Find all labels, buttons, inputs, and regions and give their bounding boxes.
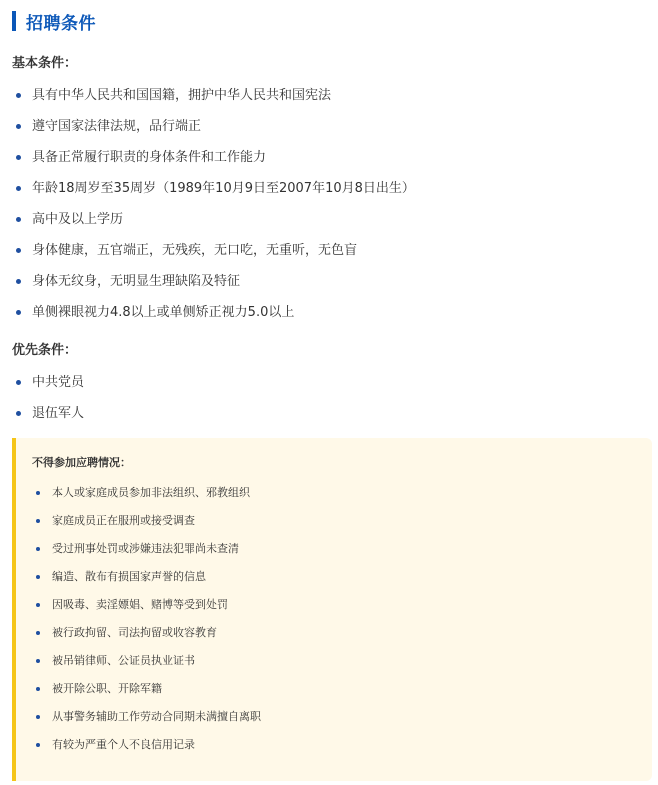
bullet-icon (36, 743, 40, 747)
list-item-text: 身体无纹身，无明显生理缺陷及特征 (32, 274, 241, 289)
bullet-icon (16, 186, 21, 191)
list-item (16, 179, 415, 210)
list-item (36, 624, 261, 652)
list-item (16, 272, 415, 303)
list-item-text: 家庭成员正在服刑或接受调查 (52, 514, 195, 527)
bullet-icon (16, 217, 21, 222)
bullet-icon (16, 124, 21, 129)
list-item (36, 540, 261, 568)
list-item (16, 148, 415, 179)
priority-conditions-heading: 优先条件： (12, 343, 78, 358)
list-item (16, 373, 84, 404)
bullet-icon (16, 380, 21, 385)
basic-conditions-heading: 基本条件： (12, 56, 78, 71)
bullet-icon (36, 603, 40, 607)
list-item-text: 具备正常履行职责的身体条件和工作能力 (32, 150, 267, 165)
list-item-text: 身体健康，五官端正，无残疾，无口吃，无重听，无色盲 (32, 243, 358, 258)
list-item (16, 210, 415, 241)
list-item (36, 652, 261, 680)
priority-conditions-list (16, 373, 84, 435)
list-item-text: 单侧裸眼视力4.8以上或单侧矫正视力5.0以上 (32, 305, 295, 320)
list-item-text: 年龄18周岁至35周岁（1989年10月9日至2007年10月8日出生） (32, 181, 415, 196)
list-item (36, 736, 261, 764)
list-item-text: 有较为严重个人不良信用记录 (52, 738, 195, 751)
section-heading (12, 9, 96, 33)
list-item-text: 因吸毒、卖淫嫖娼、赌博等受到处罚 (52, 598, 228, 611)
bullet-icon (36, 659, 40, 663)
list-item-text: 被开除公职、开除军籍 (52, 682, 162, 695)
list-item-text: 退伍军人 (32, 406, 85, 421)
bullet-icon (16, 411, 21, 416)
list-item (36, 596, 261, 624)
bullet-icon (36, 519, 40, 523)
list-item (36, 708, 261, 736)
list-item (16, 303, 415, 334)
list-item (16, 241, 415, 272)
list-item (16, 117, 415, 148)
page-title: 招聘条件 (26, 13, 96, 34)
list-item-text: 从事警务辅助工作劳动合同期未满擅自离职 (52, 710, 261, 723)
list-item-text: 遵守国家法律法规，品行端正 (32, 119, 202, 134)
bullet-icon (36, 687, 40, 691)
list-item-text: 受过刑事处罚或涉嫌违法犯罪尚未查清 (52, 542, 239, 555)
basic-conditions-list (16, 86, 415, 334)
disqualification-notice-box (12, 438, 652, 781)
list-item-text: 编造、散布有损国家声誉的信息 (52, 570, 206, 583)
bullet-icon (16, 279, 21, 284)
list-item (36, 512, 261, 540)
bullet-icon (36, 491, 40, 495)
bullet-icon (16, 310, 21, 315)
list-item (16, 404, 84, 435)
list-item (36, 568, 261, 596)
bullet-icon (16, 93, 21, 98)
bullet-icon (36, 575, 40, 579)
list-item-text: 被行政拘留、司法拘留或收容教育 (52, 626, 217, 639)
bullet-icon (36, 547, 40, 551)
disqualification-list (36, 484, 261, 764)
bullet-icon (16, 248, 21, 253)
notice-heading: 不得参加应聘情况： (32, 456, 131, 469)
list-item (16, 86, 415, 117)
heading-accent-bar (12, 11, 16, 31)
list-item (36, 484, 261, 512)
list-item-text: 高中及以上学历 (32, 212, 124, 227)
list-item-text: 中共党员 (32, 375, 85, 390)
list-item (36, 680, 261, 708)
list-item-text: 具有中华人民共和国国籍，拥护中华人民共和国宪法 (32, 88, 332, 103)
bullet-icon (36, 715, 40, 719)
list-item-text: 被吊销律师、公证员执业证书 (52, 654, 195, 667)
bullet-icon (16, 155, 21, 160)
list-item-text: 本人或家庭成员参加非法组织、邪教组织 (52, 486, 250, 499)
bullet-icon (36, 631, 40, 635)
